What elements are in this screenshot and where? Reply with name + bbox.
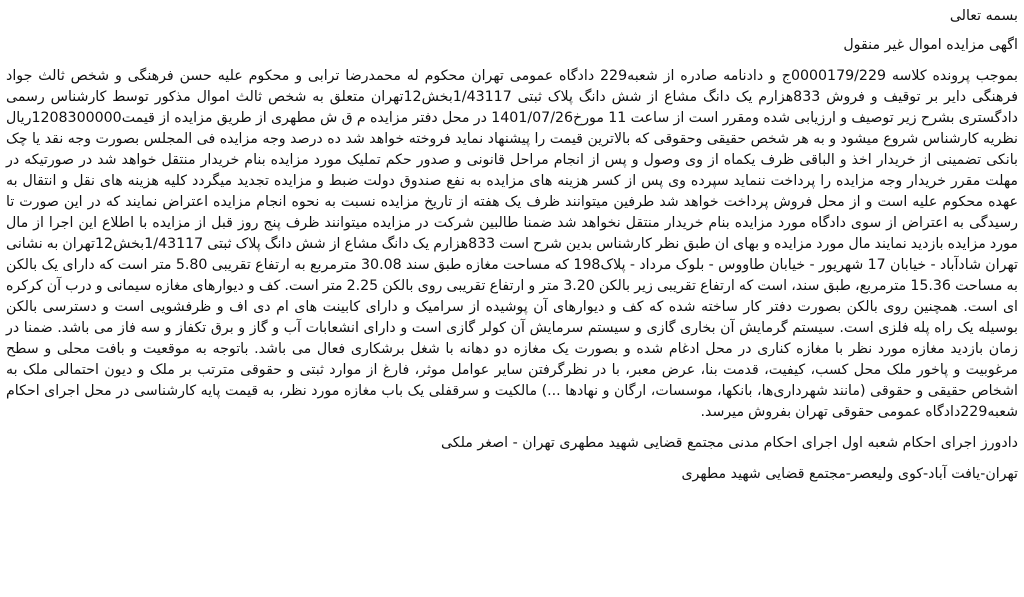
notice-document	[6, 6, 1018, 591]
document-address: تهران-یافت آباد-کوی ولیعصر-مجتمع قضایی شهید مطهری	[681, 466, 1018, 482]
document-heading: بسمه تعالی	[949, 8, 1018, 24]
document-signature: دادورز اجرای احکام شعبه اول اجرای احکام مدنی مجتمع قضایی شهید مطهری تهران - اصغر ملکی	[440, 435, 1018, 451]
document-title: اگهی مزایده اموال غیر منقول	[843, 37, 1018, 53]
document-body: بموجب پرونده کلاسه 0000179/229ج و دادنامه صادره از شعبه229 دادگاه عمومی تهران محکوم له محمدرضا ترابی و محکوم علیه حسن فرهنگی و شخص ثالث جواد فرهنگی دایر بر توقیف و فروش 833هزارم یک دانگ مشاع از شش دانگ پلاک ثبتی 1/43117بخش12تهران متعلق به شخص ثالث اموال مذکور توسط کارشناس رسمی دادگستری بشرح زیر توصیف و ارزیابی شده ومقرر است از ساعت 11 مورخ1401/07/26 در محل دفتر مزایده م ق ش مطهری از طریق مزایده از قیمت1208300000ریال نظریه کارشناس شروع میشود و به هر شخص حقیقی وحقوقی که بالاترین قیمت را پیشنهاد نماید فروخته خواهد شد ده درصد وجه مزایده فی المجلس بصورت وجه نقد یا چک بانکی تضمینی از خریدار اخذ و الباقی ظرف یکماه از وی وصول و پس از انجام مراحل قانونی و صدور حکم تملیک مورد مزایده بنام خریدار منتقل خواهد شد در صورتیکه در مهلت مقرر خریدار وجه مزایده را پرداخت ننماید سپرده وی پس از کسر هزینه های مزایده به نفع صندوق دولت ضبط و مزایده تجدید میگردد کلیه هزینه های نقل و انتقال به عهده محکوم علیه است و از محل فروش پرداخت خواهد شد طرفین میتوانند ظرف یک هفته از تاریخ مزایده نسبت به نحوه انجام مزایده اعتراض نمایند که در این صورت تا رسیدگی به اعتراض از سوی دادگاه مورد مزایده بنام خریدار منتقل نخواهد شد ضمنا طالبین شرکت در مزایده میتوانند ظرف پنج روز قبل از مزایده با اطلاع این اجرا از مال مورد مزایده بازدید نمایند مال مورد مزایده و بهای ان طبق نظر کارشناس بدین شرح است 833هزارم یک دانگ مشاع از شش دانگ پلاک ثبتی 1/43117بخش12تهران به نشانی تهران شادآباد - خیابان 17 شهریور - خیابان طاووس - بلوک مرداد - پلاک198 که مساحت مغازه طبق سند 30.08 مترمربع به ارتفاع تقریبی 5.80 متر است که دارای یک بالکن به مساحت 15.36 مترمربع، طبق سند، است که ارتفاع تقریبی زیر بالکن 3.20 متر و ارتفاع تقریبی روی بالکن 2.25 متر است. کف و دیوارهای مغازه سیمانی و درب آن کرکره ای است. همچنین روی بالکن بصورت دفتر کار ساخته شده که کف و دیوارهای آن پوشیده از سرامیک و دارای کابینت های ام دی اف و ظرفشویی است و دسترسی بالکن بوسیله یک راه پله فلزی است. سیستم گرمایش آن بخاری گازی و سیستم سرمایش آن کولر گازی است و دارای انشعابات آب و گاز و برق تکفاز و سه فاز می باشد. ضمنا در زمان بازدید مغازه مورد نظر با مغازه کناری در محل ادغام شده و بصورت یک مغازه دو دهانه با شغل برشکاری فعال می باشد. باتوجه به موقعیت و بافت محلی و سطح مرغوبیت و پاخور ملک محل کسب، کیفیت، قدمت بنا، عرض معبر، با در نظرگرفتن سایر عوامل موثر، فارغ از موارد ثبتی و حقوقی مترتب بر ملک و دیون احتمالی ملک به اشخاص حقیقی و حقوقی (مانند شهرداری‌ها، بانکها، موسسات، ارگان و نهادها ...) مالکیت و سرقفلی یک باب مغازه مورد نظر، به قیمت پایه کارشناسی در محل اجرای احکام شعبه229دادگاه عمومی حقوقی تهران بفروش میرسد.	[6, 68, 1019, 420]
